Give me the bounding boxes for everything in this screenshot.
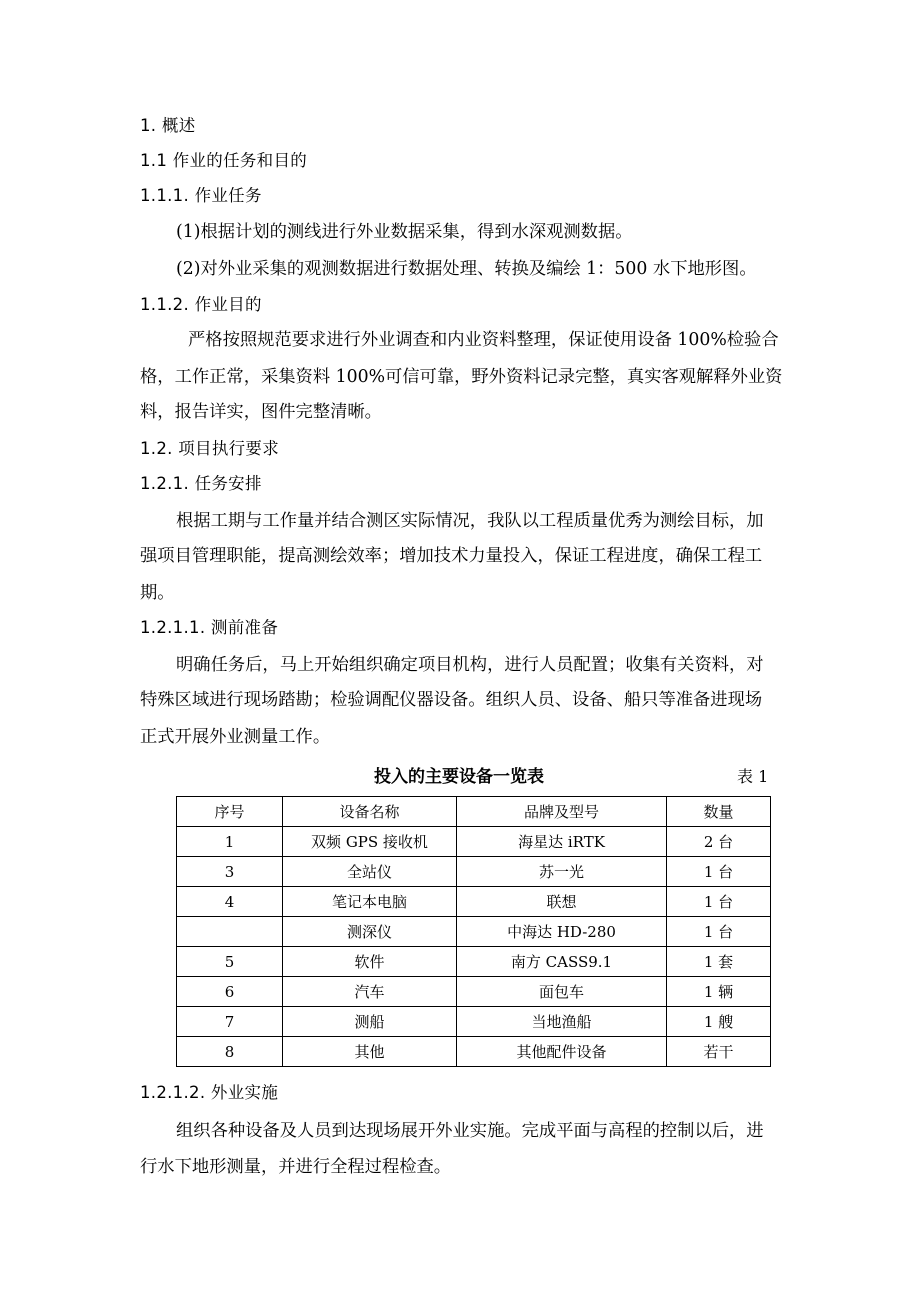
table-cell: 1 套 — [667, 947, 771, 977]
table-cell: 8 — [177, 1037, 283, 1067]
heading-1-2-1: 1.2.1. 任务安排 — [140, 474, 262, 493]
equipment-table — [176, 796, 771, 1067]
table-cell: 全站仪 — [283, 857, 457, 887]
table-caption: 投入的主要设备一览表 — [374, 767, 544, 787]
prep-line: 特殊区域进行现场踏勘；检验调配仪器设备。组织人员、设备、船只等准备进现场 — [140, 690, 763, 710]
table-row — [177, 857, 771, 887]
table-cell: 测深仪 — [283, 917, 457, 947]
table-cell: 其他配件设备 — [457, 1037, 667, 1067]
heading-1: 1. 概述 — [140, 116, 196, 135]
table-row — [177, 1007, 771, 1037]
table-cell: 3 — [177, 857, 283, 887]
table-cell — [177, 917, 283, 947]
header-cell: 品牌及型号 — [457, 797, 667, 827]
table-cell: 2 台 — [667, 827, 771, 857]
table-cell: 测船 — [283, 1007, 457, 1037]
table-cell: 笔记本电脑 — [283, 887, 457, 917]
arrangement-line: 期。 — [140, 583, 175, 603]
table-cell: 4 — [177, 887, 283, 917]
table-cell: 软件 — [283, 947, 457, 977]
heading-1-2-1-1: 1.2.1.1. 测前准备 — [140, 618, 279, 637]
table-row — [177, 947, 771, 977]
heading-1-1-1: 1.1.1. 作业任务 — [140, 186, 262, 205]
table-cell: 其他 — [283, 1037, 457, 1067]
task-item-2: (2)对外业采集的观测数据进行数据处理、转换及编绘 1：500 水下地形图。 — [176, 259, 757, 279]
table-row — [177, 887, 771, 917]
field-line: 行水下地形测量，并进行全程过程检查。 — [140, 1157, 452, 1177]
table-row — [177, 1037, 771, 1067]
field-line: 组织各种设备及人员到达现场展开外业实施。完成平面与高程的控制以后，进 — [176, 1121, 764, 1141]
heading-1-1: 1.1 作业的任务和目的 — [140, 151, 308, 170]
table-header-row — [177, 797, 771, 827]
table-cell: 联想 — [457, 887, 667, 917]
table-cell: 1 台 — [667, 917, 771, 947]
table-cell: 6 — [177, 977, 283, 1007]
heading-1-2: 1.2. 项目执行要求 — [140, 439, 280, 458]
heading-1-1-2: 1.1.2. 作业目的 — [140, 295, 262, 314]
table-cell: 苏一光 — [457, 857, 667, 887]
table-cell: 1 辆 — [667, 977, 771, 1007]
table-cell: 中海达 HD-280 — [457, 917, 667, 947]
table-cell: 若干 — [667, 1037, 771, 1067]
heading-1-2-1-2: 1.2.1.2. 外业实施 — [140, 1083, 279, 1102]
arrangement-line: 强项目管理职能，提高测绘效率；增加技术力量投入，保证工程进度，确保工程工 — [140, 546, 763, 566]
table-cell: 1 台 — [667, 887, 771, 917]
purpose-line: 严格按照规范要求进行外业调查和内业资料整理，保证使用设备 100%检验合 — [188, 330, 779, 350]
header-cell: 数量 — [667, 797, 771, 827]
table-cell: 1 台 — [667, 857, 771, 887]
table-cell: 汽车 — [283, 977, 457, 1007]
prep-line: 正式开展外业测量工作。 — [140, 727, 331, 747]
table-cell: 7 — [177, 1007, 283, 1037]
table-row — [177, 917, 771, 947]
table-cell: 1 — [177, 827, 283, 857]
table-cell: 南方 CASS9.1 — [457, 947, 667, 977]
prep-line: 明确任务后，马上开始组织确定项目机构，进行人员配置；收集有关资料，对 — [176, 655, 764, 675]
purpose-line: 料，报告详实，图件完整清晰。 — [140, 402, 382, 422]
arrangement-line: 根据工期与工作量并结合测区实际情况，我队以工程质量优秀为测绘目标，加 — [176, 511, 764, 531]
table-row — [177, 827, 771, 857]
table-cell: 5 — [177, 947, 283, 977]
table-cell: 当地渔船 — [457, 1007, 667, 1037]
table-cell: 海星达 iRTK — [457, 827, 667, 857]
table-number-label: 表 1 — [737, 767, 769, 786]
table-cell: 1 艘 — [667, 1007, 771, 1037]
table-cell: 双频 GPS 接收机 — [283, 827, 457, 857]
purpose-line: 格，工作正常，采集资料 100%可信可靠，野外资料记录完整，真实客观解释外业资 — [140, 367, 783, 387]
table-row — [177, 977, 771, 1007]
table-cell: 面包车 — [457, 977, 667, 1007]
header-cell: 设备名称 — [283, 797, 457, 827]
header-cell: 序号 — [177, 797, 283, 827]
task-item-1: (1)根据计划的测线进行外业数据采集，得到水深观测数据。 — [176, 222, 633, 242]
